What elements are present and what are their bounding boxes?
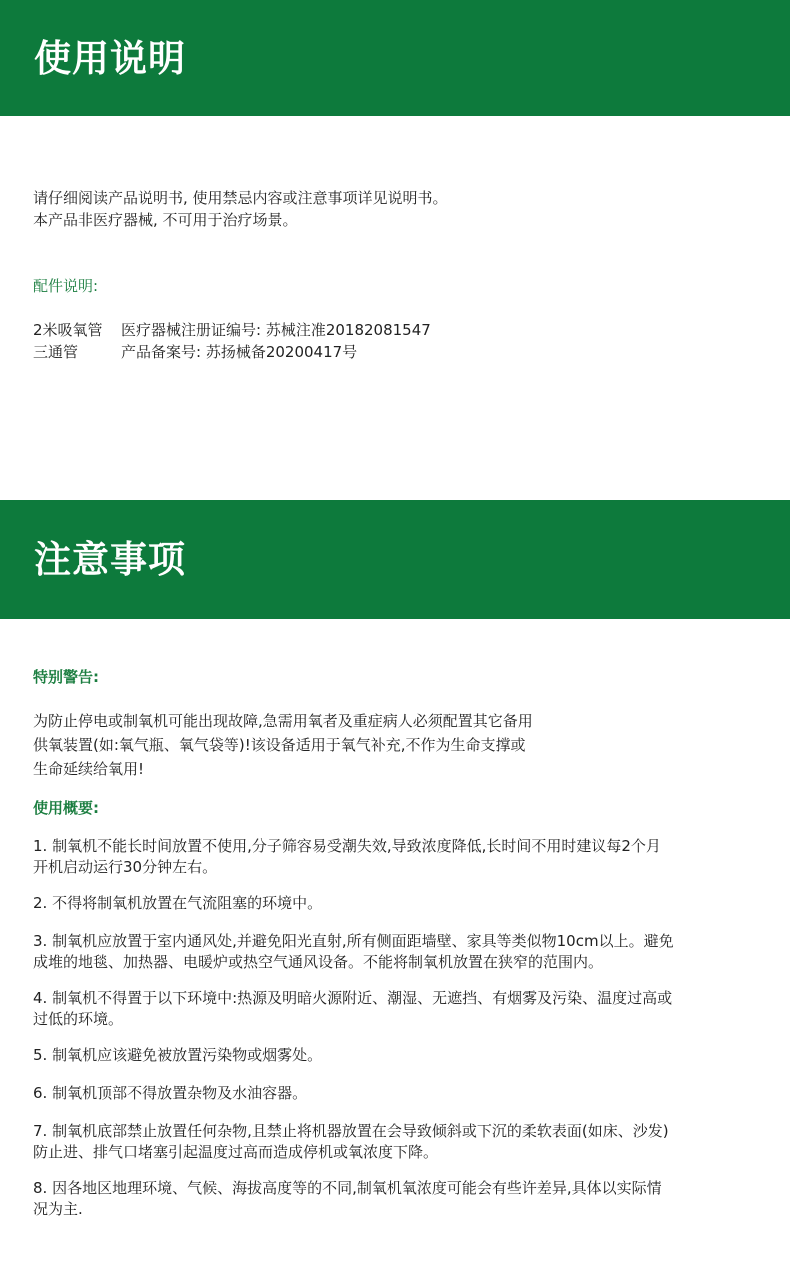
overview-item-line: 2. 不得将制氧机放置在气流阻塞的环境中。	[33, 894, 323, 912]
overview-item-6	[33, 1083, 763, 1104]
section-precautions-banner	[0, 500, 790, 619]
warning-heading: 特别警告:	[33, 668, 99, 686]
section-usage-banner	[0, 0, 790, 116]
warning-heading-block	[33, 666, 763, 688]
accessory-row	[33, 341, 763, 363]
overview-item-5	[33, 1045, 763, 1066]
section-precautions-title: 注意事项	[34, 538, 186, 581]
overview-item-7	[33, 1121, 763, 1163]
intro-line: 请仔细阅读产品说明书, 使用禁忌内容或注意事项详见说明书。	[33, 189, 448, 207]
warning-text	[33, 709, 763, 781]
accessory-name: 三通管	[33, 343, 79, 361]
accessories-heading: 配件说明:	[33, 277, 99, 295]
accessory-row	[33, 319, 763, 341]
overview-item-line: 4. 制氧机不得置于以下环境中:热源及明暗火源附近、潮湿、无遮挡、有烟雾及污染、温度过高或	[33, 989, 673, 1007]
warning-line: 供氧装置(如:氧气瓶、氧气袋等)!该设备适用于氧气补充,不作为生命支撑或	[33, 736, 526, 754]
accessory-name: 2米吸氧管	[33, 321, 103, 339]
usage-intro	[33, 187, 763, 231]
overview-item-line: 过低的环境。	[33, 1010, 124, 1028]
accessory-info: 医疗器械注册证编号: 苏械注准20182081547	[121, 321, 431, 339]
section-usage-title: 使用说明	[34, 37, 186, 80]
overview-item-8	[33, 1178, 763, 1220]
warning-line: 生命延续给氧用!	[33, 760, 145, 778]
accessories-heading-block	[33, 275, 763, 297]
overview-item-line: 防止进、排气口堵塞引起温度过高而造成停机或氧浓度下降。	[33, 1143, 439, 1161]
overview-item-line: 5. 制氧机应该避免被放置污染物或烟雾处。	[33, 1046, 323, 1064]
overview-item-line: 况为主.	[33, 1200, 83, 1218]
accessories-list	[33, 319, 763, 363]
overview-item-2	[33, 893, 763, 914]
overview-item-line: 7. 制氧机底部禁止放置任何杂物,且禁止将机器放置在会导致倾斜或下沉的柔软表面(如床、沙发)	[33, 1122, 669, 1140]
overview-item-line: 1. 制氧机不能长时间放置不使用,分子筛容易受潮失效,导致浓度降低,长时间不用时建议每2个月	[33, 837, 661, 855]
overview-heading: 使用概要:	[33, 799, 99, 817]
warning-line: 为防止停电或制氧机可能出现故障,急需用氧者及重症病人必须配置其它备用	[33, 712, 533, 730]
overview-item-1	[33, 836, 763, 878]
overview-item-line: 开机启动运行30分钟左右。	[33, 858, 218, 876]
overview-item-4	[33, 988, 763, 1030]
overview-item-line: 成堆的地毯、加热器、电暖炉或热空气通风设备。不能将制氧机放置在狭窄的范围内。	[33, 953, 604, 971]
accessory-info: 产品备案号: 苏扬械备20200417号	[121, 343, 358, 361]
overview-item-3	[33, 931, 763, 973]
intro-line: 本产品非医疗器械, 不可用于治疗场景。	[33, 211, 298, 229]
overview-item-line: 6. 制氧机顶部不得放置杂物及水油容器。	[33, 1084, 308, 1102]
overview-item-line: 8. 因各地区地理环境、气候、海拔高度等的不同,制氧机氧浓度可能会有些许差异,具体以实际情	[33, 1179, 662, 1197]
overview-heading-block	[33, 797, 763, 819]
overview-item-line: 3. 制氧机应放置于室内通风处,并避免阳光直射,所有侧面距墙壁、家具等类似物10cm以上。避免	[33, 932, 674, 950]
